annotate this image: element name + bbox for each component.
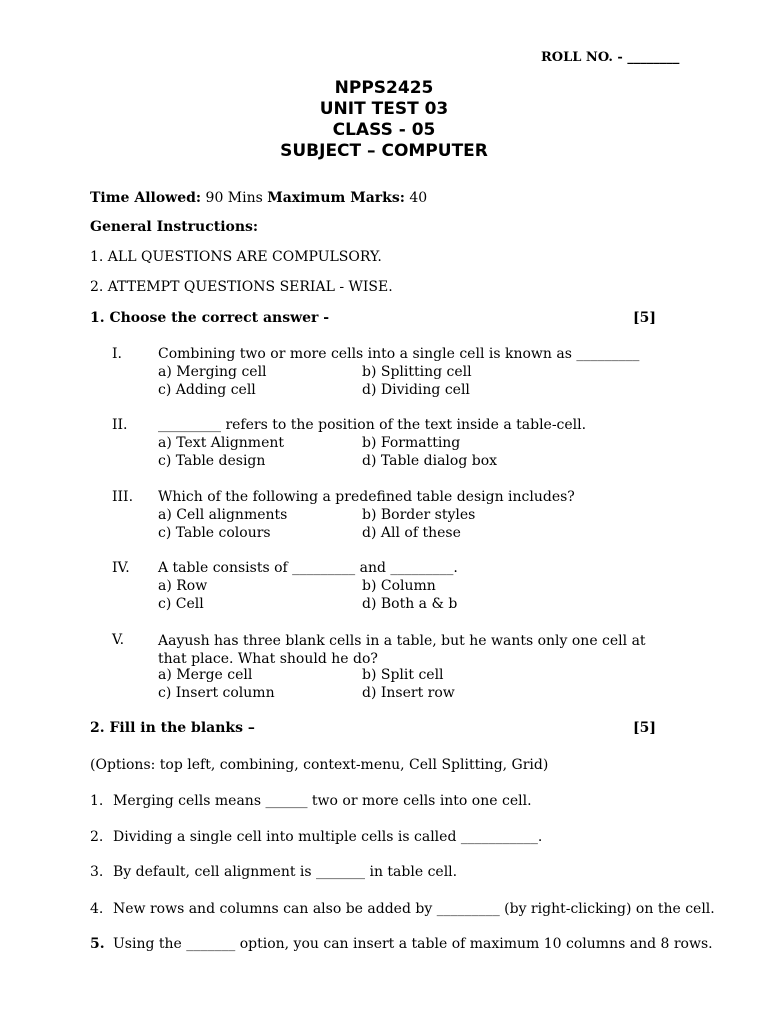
option-a: a) Text Alignment <box>158 435 285 451</box>
option-c: c) Table colours <box>158 525 271 541</box>
school-code: NPPS2425 <box>334 78 434 98</box>
blank-text: Using the _______ option, you can insert a table of maximum 10 columns and 8 rows. <box>113 936 713 952</box>
class-title: CLASS - 05 <box>332 120 436 140</box>
option-d: d) Dividing cell <box>362 382 470 398</box>
subject-title: SUBJECT – COMPUTER <box>280 141 488 161</box>
instructions-heading: General Instructions: <box>90 219 259 235</box>
blank-text: By default, cell alignment is _______ in table cell. <box>113 864 458 880</box>
blank-number: 2. <box>90 829 104 845</box>
instruction-item: 2. ATTEMPT QUESTIONS SERIAL - WISE. <box>90 279 393 295</box>
option-d: d) Both a & b <box>362 596 458 612</box>
time-marks-line <box>90 190 427 206</box>
question-number: III. <box>112 489 134 505</box>
question-text: A table consists of _________ and _________. <box>158 560 458 576</box>
blank-number: 4. <box>90 901 104 917</box>
question-text: Aayush has three blank cells in a table, but he wants only one cell at that place. What should he do? <box>158 633 646 667</box>
question-text: Combining two or more cells into a single cell is known as _________ <box>158 346 640 362</box>
blank-text: Merging cells means ______ two or more cells into one cell. <box>113 793 532 809</box>
option-b: b) Splitting cell <box>362 364 472 380</box>
option-d: d) Table dialog box <box>362 453 498 469</box>
option-a: a) Merge cell <box>158 667 253 683</box>
option-d: d) All of these <box>362 525 461 541</box>
question-number: I. <box>112 346 122 362</box>
option-c: c) Insert column <box>158 685 275 701</box>
marks-value: 40 <box>409 190 428 206</box>
option-a: a) Merging cell <box>158 364 267 380</box>
option-c: c) Table design <box>158 453 266 469</box>
section1-heading: 1. Choose the correct answer - <box>90 310 330 326</box>
blank-number: 5. <box>90 936 105 952</box>
instruction-item: 1. ALL QUESTIONS ARE COMPULSORY. <box>90 249 382 265</box>
option-b: b) Formatting <box>362 435 461 451</box>
option-a: a) Row <box>158 578 208 594</box>
question-number: IV. <box>112 560 130 576</box>
option-b: b) Border styles <box>362 507 476 523</box>
question-number: V. <box>112 632 125 648</box>
marks-label: Maximum Marks: <box>267 190 405 206</box>
blank-text: New rows and columns can also be added by _________ (by right-clicking) on the cell. <box>113 901 715 917</box>
option-c: c) Cell <box>158 596 204 612</box>
blank-number: 1. <box>90 793 104 809</box>
option-d: d) Insert row <box>362 685 455 701</box>
question-text: _________ refers to the position of the text inside a table-cell. <box>158 417 587 433</box>
test-title: UNIT TEST 03 <box>319 99 449 119</box>
question-number: II. <box>112 417 128 433</box>
time-label: Time Allowed: <box>90 190 202 206</box>
option-a: a) Cell alignments <box>158 507 288 523</box>
blank-number: 3. <box>90 864 104 880</box>
section2-marks: [5] <box>633 720 656 736</box>
option-b: b) Split cell <box>362 667 444 683</box>
time-value: 90 Mins <box>205 190 263 206</box>
option-b: b) Column <box>362 578 436 594</box>
roll-number: ROLL NO. - ________ <box>541 50 680 65</box>
blank-text: Dividing a single cell into multiple cells is called ___________. <box>113 829 543 845</box>
question-text: Which of the following a predefined table design includes? <box>158 489 575 505</box>
section1-marks: [5] <box>633 310 656 326</box>
section2-heading: 2. Fill in the blanks – <box>90 720 255 736</box>
option-c: c) Adding cell <box>158 382 256 398</box>
fill-options: (Options: top left, combining, context-menu, Cell Splitting, Grid) <box>90 757 549 773</box>
